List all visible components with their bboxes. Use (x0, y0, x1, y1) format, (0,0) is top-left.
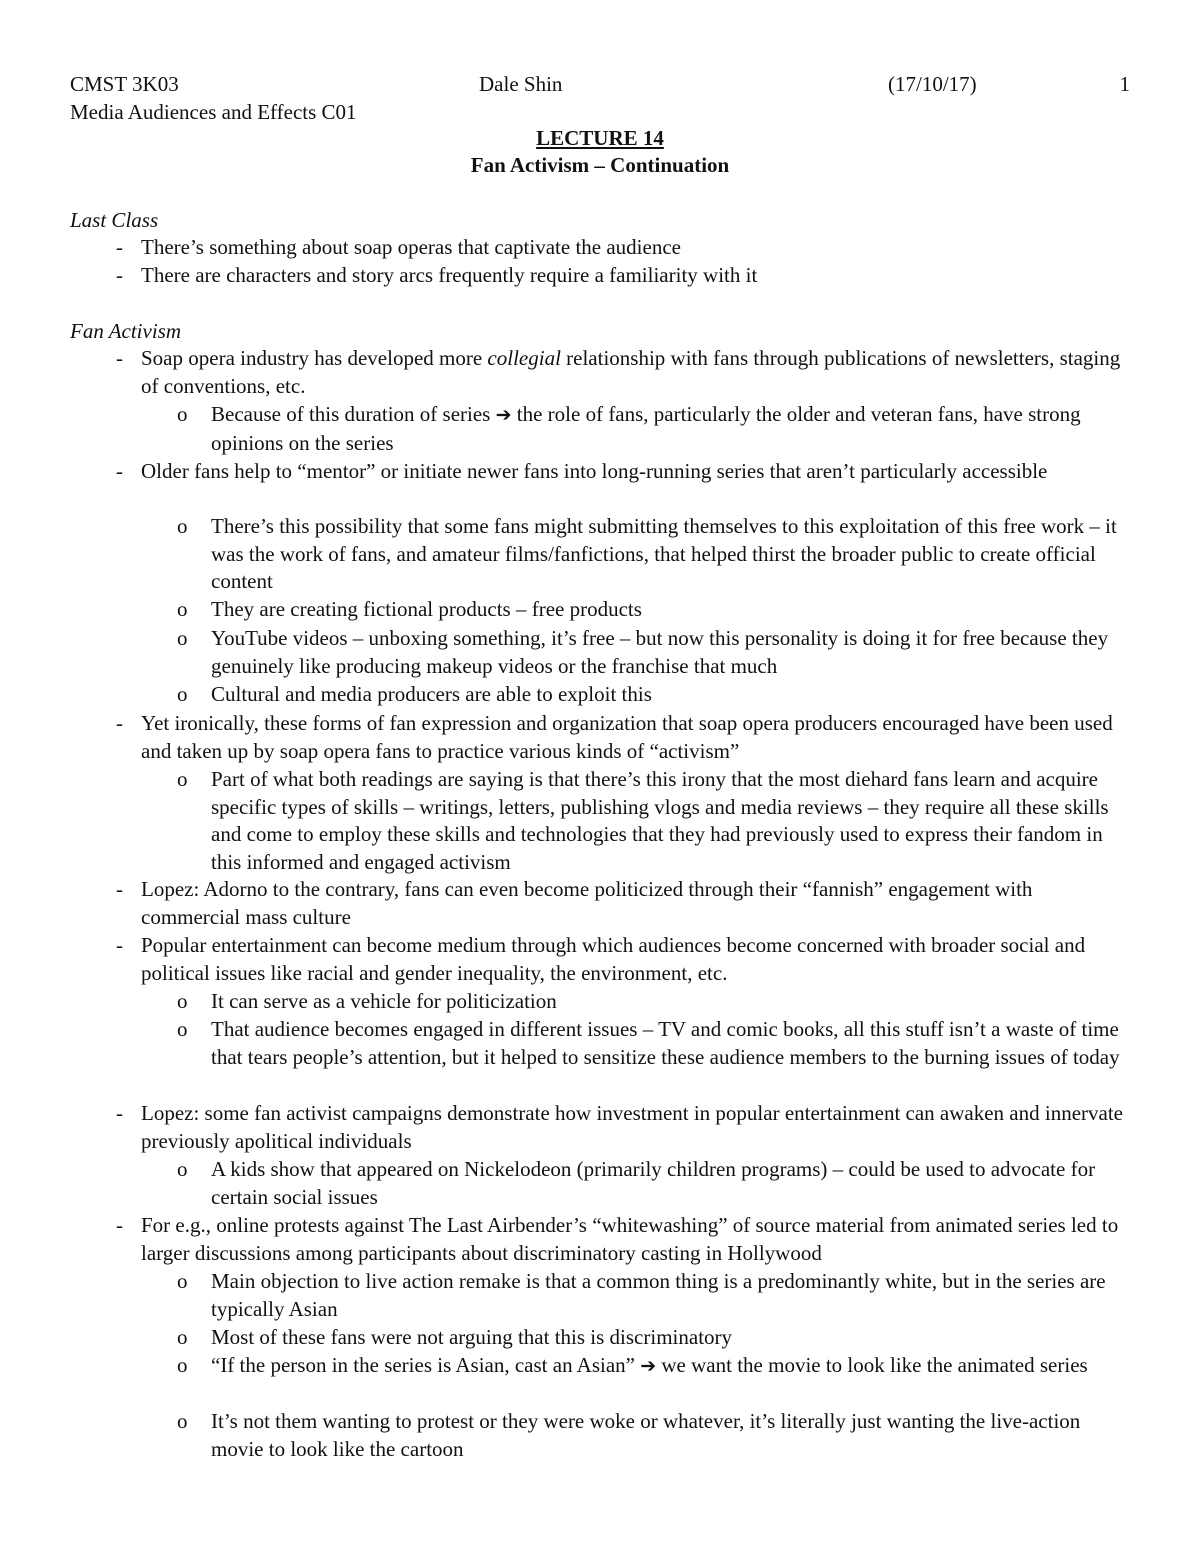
item-text: Cultural and media producers are able to exploit this (211, 682, 652, 706)
dash-bullet: - (116, 1101, 123, 1125)
list-item (70, 345, 1130, 400)
text-run: Because of this duration of series (211, 402, 496, 426)
item-text: They are creating fictional products – free products (211, 597, 642, 621)
item-text (141, 345, 1130, 400)
sub-list-item (70, 1352, 1130, 1381)
section-heading-fan-activism: Fan Activism (70, 319, 182, 343)
sub-list-item (70, 1324, 1130, 1352)
item-text: YouTube videos – unboxing something, it’s free – but now this personality is doing it for free because they genuinely like producing makeup videos or the franchise that much (211, 626, 1109, 678)
author-name: Dale Shin (479, 72, 563, 96)
circle-bullet: o (177, 1269, 188, 1293)
circle-bullet: o (177, 989, 188, 1013)
sub-list-item (70, 1016, 1130, 1071)
emphasis-collegial: collegial (487, 346, 561, 370)
item-text (211, 401, 1130, 457)
sub-list-item (70, 988, 1130, 1016)
item-text: There’s something about soap operas that captivate the audience (141, 235, 681, 259)
dash-bullet: - (116, 459, 123, 483)
item-text (211, 1352, 1130, 1381)
item-text: For e.g., online protests against The Last Airbender’s “whitewashing” of source material from animated series led to larger discussions among participants about discriminatory casting in Hollywood (141, 1213, 1119, 1265)
course-subtitle: Media Audiences and Effects C01 (70, 100, 357, 124)
sub-list-item (70, 766, 1130, 876)
list-item (70, 710, 1130, 765)
list-item (70, 932, 1130, 987)
list-item (70, 876, 1130, 931)
dash-bullet: - (116, 1213, 123, 1237)
item-text: Part of what both readings are saying is that there’s this irony that the most diehard fans learn and acquire specific types of skills – writings, letters, publishing vlogs and media reviews – they require all these skills and come to employ these skills and technologies that they had previously used to express their fandom in this informed and engaged activism (211, 767, 1109, 874)
item-text: That audience becomes engaged in different issues – TV and comic books, all this stuff isn’t a waste of time that tears people’s attention, but it helped to sensitize these audience members to the burning issues of today (211, 1017, 1120, 1069)
dash-bullet: - (116, 235, 123, 259)
sub-list-item (70, 1408, 1130, 1463)
lecture-date: (17/10/17) (888, 72, 977, 96)
item-text: There’s this possibility that some fans might submitting themselves to this exploitation of this free work – it was the work of fans, and amateur films/fanfictions, that helped thirst the broader public to create official content (211, 514, 1117, 594)
circle-bullet: o (177, 1409, 188, 1433)
page-header (70, 72, 1130, 98)
arrow-icon: ➔ (495, 404, 512, 426)
item-text: Main objection to live action remake is that a common thing is a predominantly white, but in the series are typically Asian (211, 1269, 1106, 1321)
item-text: A kids show that appeared on Nickelodeon (primarily children programs) – could be used to advocate for certain social issues (211, 1157, 1096, 1209)
text-run: we want the movie to look like the animated series (656, 1353, 1088, 1377)
lecture-title: LECTURE 14 (536, 126, 664, 150)
page-number: 1 (1119, 72, 1130, 96)
item-text: Older fans help to “mentor” or initiate newer fans into long-running series that aren’t particularly accessible (141, 459, 1048, 483)
text-run: relationship with fans through publications of newsletters, staging of conventions, etc. (141, 346, 1121, 398)
sub-list-item (70, 1156, 1130, 1211)
text-run: Soap opera industry has developed more (141, 346, 488, 370)
section-heading-last-class: Last Class (70, 208, 159, 232)
sub-list-item (70, 401, 1130, 457)
sub-list-item (70, 596, 1130, 624)
dash-bullet: - (116, 933, 123, 957)
list-item (70, 458, 1130, 486)
item-text: There are characters and story arcs frequently require a familiarity with it (141, 263, 758, 287)
list-item (70, 262, 1130, 290)
dash-bullet: - (116, 263, 123, 287)
arrow-icon: ➔ (640, 1355, 657, 1377)
sub-list-item (70, 513, 1130, 596)
circle-bullet: o (177, 514, 188, 538)
dash-bullet: - (116, 877, 123, 901)
item-text: Lopez: Adorno to the contrary, fans can even become politicized through their “fannish” engagement with commercial mass culture (141, 877, 1033, 929)
circle-bullet: o (177, 1157, 188, 1181)
circle-bullet: o (177, 626, 188, 650)
dash-bullet: - (116, 346, 123, 370)
sub-list-item (70, 681, 1130, 709)
text-run: the role of fans, particularly the older and veteran fans, have strong opinions on the series (211, 402, 1081, 455)
circle-bullet: o (177, 767, 188, 791)
item-text: Most of these fans were not arguing that this is discriminatory (211, 1325, 733, 1349)
item-text: It can serve as a vehicle for politicization (211, 989, 557, 1013)
circle-bullet: o (177, 682, 188, 706)
item-text: Popular entertainment can become medium through which audiences become concerned with broader social and political issues like racial and gender inequality, the environment, etc. (141, 933, 1086, 985)
circle-bullet: o (177, 597, 188, 621)
item-text: It’s not them wanting to protest or they were woke or whatever, it’s literally just wanting the live-action movie to look like the cartoon (211, 1409, 1081, 1461)
list-item (70, 1212, 1130, 1267)
list-item (70, 234, 1130, 262)
item-text: Yet ironically, these forms of fan expression and organization that soap opera producers encouraged have been used and taken up by soap opera fans to practice various kinds of “activism” (141, 711, 1113, 763)
lecture-topic: Fan Activism – Continuation (470, 153, 730, 177)
circle-bullet: o (177, 1325, 188, 1349)
sub-list-item (70, 625, 1130, 680)
course-code: CMST 3K03 (70, 72, 179, 96)
sub-list-item (70, 1268, 1130, 1323)
circle-bullet: o (177, 402, 188, 426)
text-run: “If the person in the series is Asian, cast an Asian” (211, 1353, 641, 1377)
dash-bullet: - (116, 711, 123, 735)
item-text: Lopez: some fan activist campaigns demonstrate how investment in popular entertainment can awaken and innervate previously apolitical individuals (141, 1101, 1123, 1153)
circle-bullet: o (177, 1353, 188, 1377)
circle-bullet: o (177, 1017, 188, 1041)
list-item (70, 1100, 1130, 1155)
